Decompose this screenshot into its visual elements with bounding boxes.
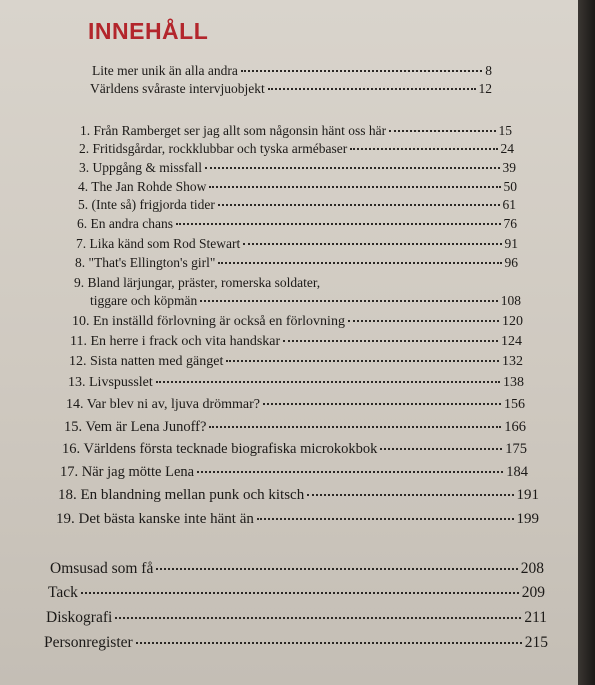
leader-dots bbox=[283, 340, 498, 342]
toc-intro-2 bbox=[90, 81, 492, 97]
leader-dots bbox=[115, 617, 521, 619]
leader-dots bbox=[218, 262, 501, 264]
toc-appendix-1 bbox=[50, 560, 544, 578]
toc-label: 19. Det bästa kanske inte hänt än bbox=[56, 511, 254, 527]
toc-chapter-6 bbox=[77, 216, 517, 232]
leader-dots bbox=[136, 642, 522, 644]
toc-label: Diskografi bbox=[46, 609, 113, 626]
toc-page: 138 bbox=[503, 375, 524, 390]
toc-page: 156 bbox=[504, 397, 525, 412]
leader-dots bbox=[197, 471, 503, 473]
toc-label: Personregister bbox=[44, 634, 133, 651]
toc-label: Världens svåraste intervjuobjekt bbox=[90, 81, 265, 96]
toc-chapter-13 bbox=[68, 375, 524, 391]
toc-page: 124 bbox=[501, 334, 522, 349]
toc-intro-1 bbox=[92, 63, 492, 79]
toc-label: 8. "That's Ellington's girl" bbox=[75, 255, 216, 270]
toc-page: 211 bbox=[524, 609, 547, 626]
leader-dots bbox=[257, 518, 514, 520]
toc-chapter-9 bbox=[90, 293, 521, 309]
leader-dots bbox=[380, 448, 502, 450]
leader-dots bbox=[176, 223, 501, 225]
leader-dots bbox=[218, 204, 500, 206]
toc-chapter-5 bbox=[78, 197, 516, 213]
leader-dots bbox=[209, 426, 501, 428]
leader-dots bbox=[268, 88, 476, 90]
toc-chapter-9-line1: 9. Bland lärjungar, präster, romerska soldater, bbox=[74, 275, 321, 290]
toc-page: 191 bbox=[516, 487, 539, 503]
toc-page: 8 bbox=[485, 63, 492, 78]
toc-page: 166 bbox=[504, 419, 526, 435]
toc-page: 61 bbox=[502, 197, 516, 212]
toc-chapter-15 bbox=[64, 419, 526, 436]
page-title: INNEHÅLL bbox=[88, 18, 209, 44]
toc-chapter-7 bbox=[76, 236, 518, 252]
toc-chapter-19 bbox=[56, 511, 539, 528]
toc-page: 91 bbox=[504, 236, 518, 251]
toc-chapter-3 bbox=[79, 160, 516, 176]
leader-dots bbox=[200, 300, 498, 302]
toc-chapter-11 bbox=[70, 334, 522, 350]
toc-label: 11. En herre i frack och vita handskar bbox=[70, 334, 281, 349]
toc-label: 12. Sista natten med gänget bbox=[69, 354, 224, 369]
toc-chapter-4 bbox=[78, 179, 517, 195]
toc-chapter-2 bbox=[79, 141, 514, 157]
toc-chapter-10 bbox=[72, 314, 523, 330]
toc-chapter-8 bbox=[75, 255, 518, 271]
leader-dots bbox=[156, 568, 517, 570]
leader-dots bbox=[205, 167, 500, 169]
leader-dots bbox=[241, 70, 482, 72]
leader-dots bbox=[81, 592, 519, 594]
toc-label: 10. En inställd förlovning är också en förlovning bbox=[72, 314, 345, 329]
leader-dots bbox=[243, 243, 501, 245]
toc-page: 208 bbox=[520, 560, 544, 577]
toc-appendix-3 bbox=[46, 609, 547, 627]
toc-label: 5. (Inte så) frigjorda tider bbox=[78, 197, 215, 212]
toc-page: 132 bbox=[502, 354, 523, 369]
leader-dots bbox=[156, 381, 500, 383]
toc-label: 18. En blandning mellan punk och kitsch bbox=[58, 487, 305, 503]
toc-label: 16. Världens första tecknade biografiska microkokbok bbox=[62, 441, 378, 457]
leader-dots bbox=[389, 130, 495, 132]
leader-dots bbox=[263, 403, 501, 405]
toc-page: 120 bbox=[502, 314, 523, 329]
toc-chapter-16 bbox=[62, 441, 527, 458]
toc-appendix-2 bbox=[48, 584, 545, 602]
toc-page: 184 bbox=[506, 464, 528, 480]
leader-dots bbox=[348, 320, 499, 322]
toc-page: 215 bbox=[524, 634, 548, 651]
toc-page: 15 bbox=[498, 123, 512, 138]
toc-label: 4. The Jan Rohde Show bbox=[78, 179, 207, 194]
toc-page: 175 bbox=[505, 441, 527, 457]
toc-label: 14. Var blev ni av, ljuva drömmar? bbox=[66, 397, 261, 412]
toc-page: 108 bbox=[500, 293, 521, 308]
toc-label: 3. Uppgång & missfall bbox=[79, 160, 202, 175]
toc-appendix-4 bbox=[44, 634, 548, 652]
toc-chapter-17 bbox=[60, 464, 528, 481]
toc-chapter-14 bbox=[66, 397, 525, 413]
toc-label: Lite mer unik än alla andra bbox=[92, 63, 238, 78]
toc-page: 76 bbox=[503, 216, 517, 231]
toc-label: Tack bbox=[48, 584, 78, 601]
toc-label: 6. En andra chans bbox=[77, 216, 173, 231]
toc-label: 7. Lika känd som Rod Stewart bbox=[76, 236, 241, 251]
toc-page: 209 bbox=[521, 584, 545, 601]
toc-label: 2. Fritidsgårdar, rockklubbar och tyska armébaser bbox=[79, 141, 348, 156]
leader-dots bbox=[226, 360, 499, 362]
toc-label: 15. Vem är Lena Junoff? bbox=[64, 419, 207, 435]
toc-label: Omsusad som få bbox=[50, 560, 154, 577]
toc-label: 17. När jag mötte Lena bbox=[60, 464, 195, 480]
toc-page: 39 bbox=[502, 160, 516, 175]
toc-label: tiggare och köpmän bbox=[90, 293, 198, 308]
toc-label: 1. Från Ramberget ser jag allt som någonsin hänt oss här bbox=[80, 123, 387, 138]
toc-page: 199 bbox=[516, 511, 539, 527]
book-spine-edge bbox=[578, 0, 595, 685]
leader-dots bbox=[307, 494, 513, 496]
toc-page: 24 bbox=[500, 141, 514, 156]
toc-chapter-1 bbox=[80, 123, 512, 139]
toc-chapter-18 bbox=[58, 487, 539, 504]
toc-page: 96 bbox=[504, 255, 518, 270]
toc-page: 50 bbox=[503, 179, 517, 194]
leader-dots bbox=[209, 186, 500, 188]
toc-page: 12 bbox=[478, 81, 492, 96]
toc-label: 13. Livspusslet bbox=[68, 375, 153, 390]
leader-dots bbox=[350, 148, 497, 150]
toc-chapter-12 bbox=[69, 354, 523, 370]
